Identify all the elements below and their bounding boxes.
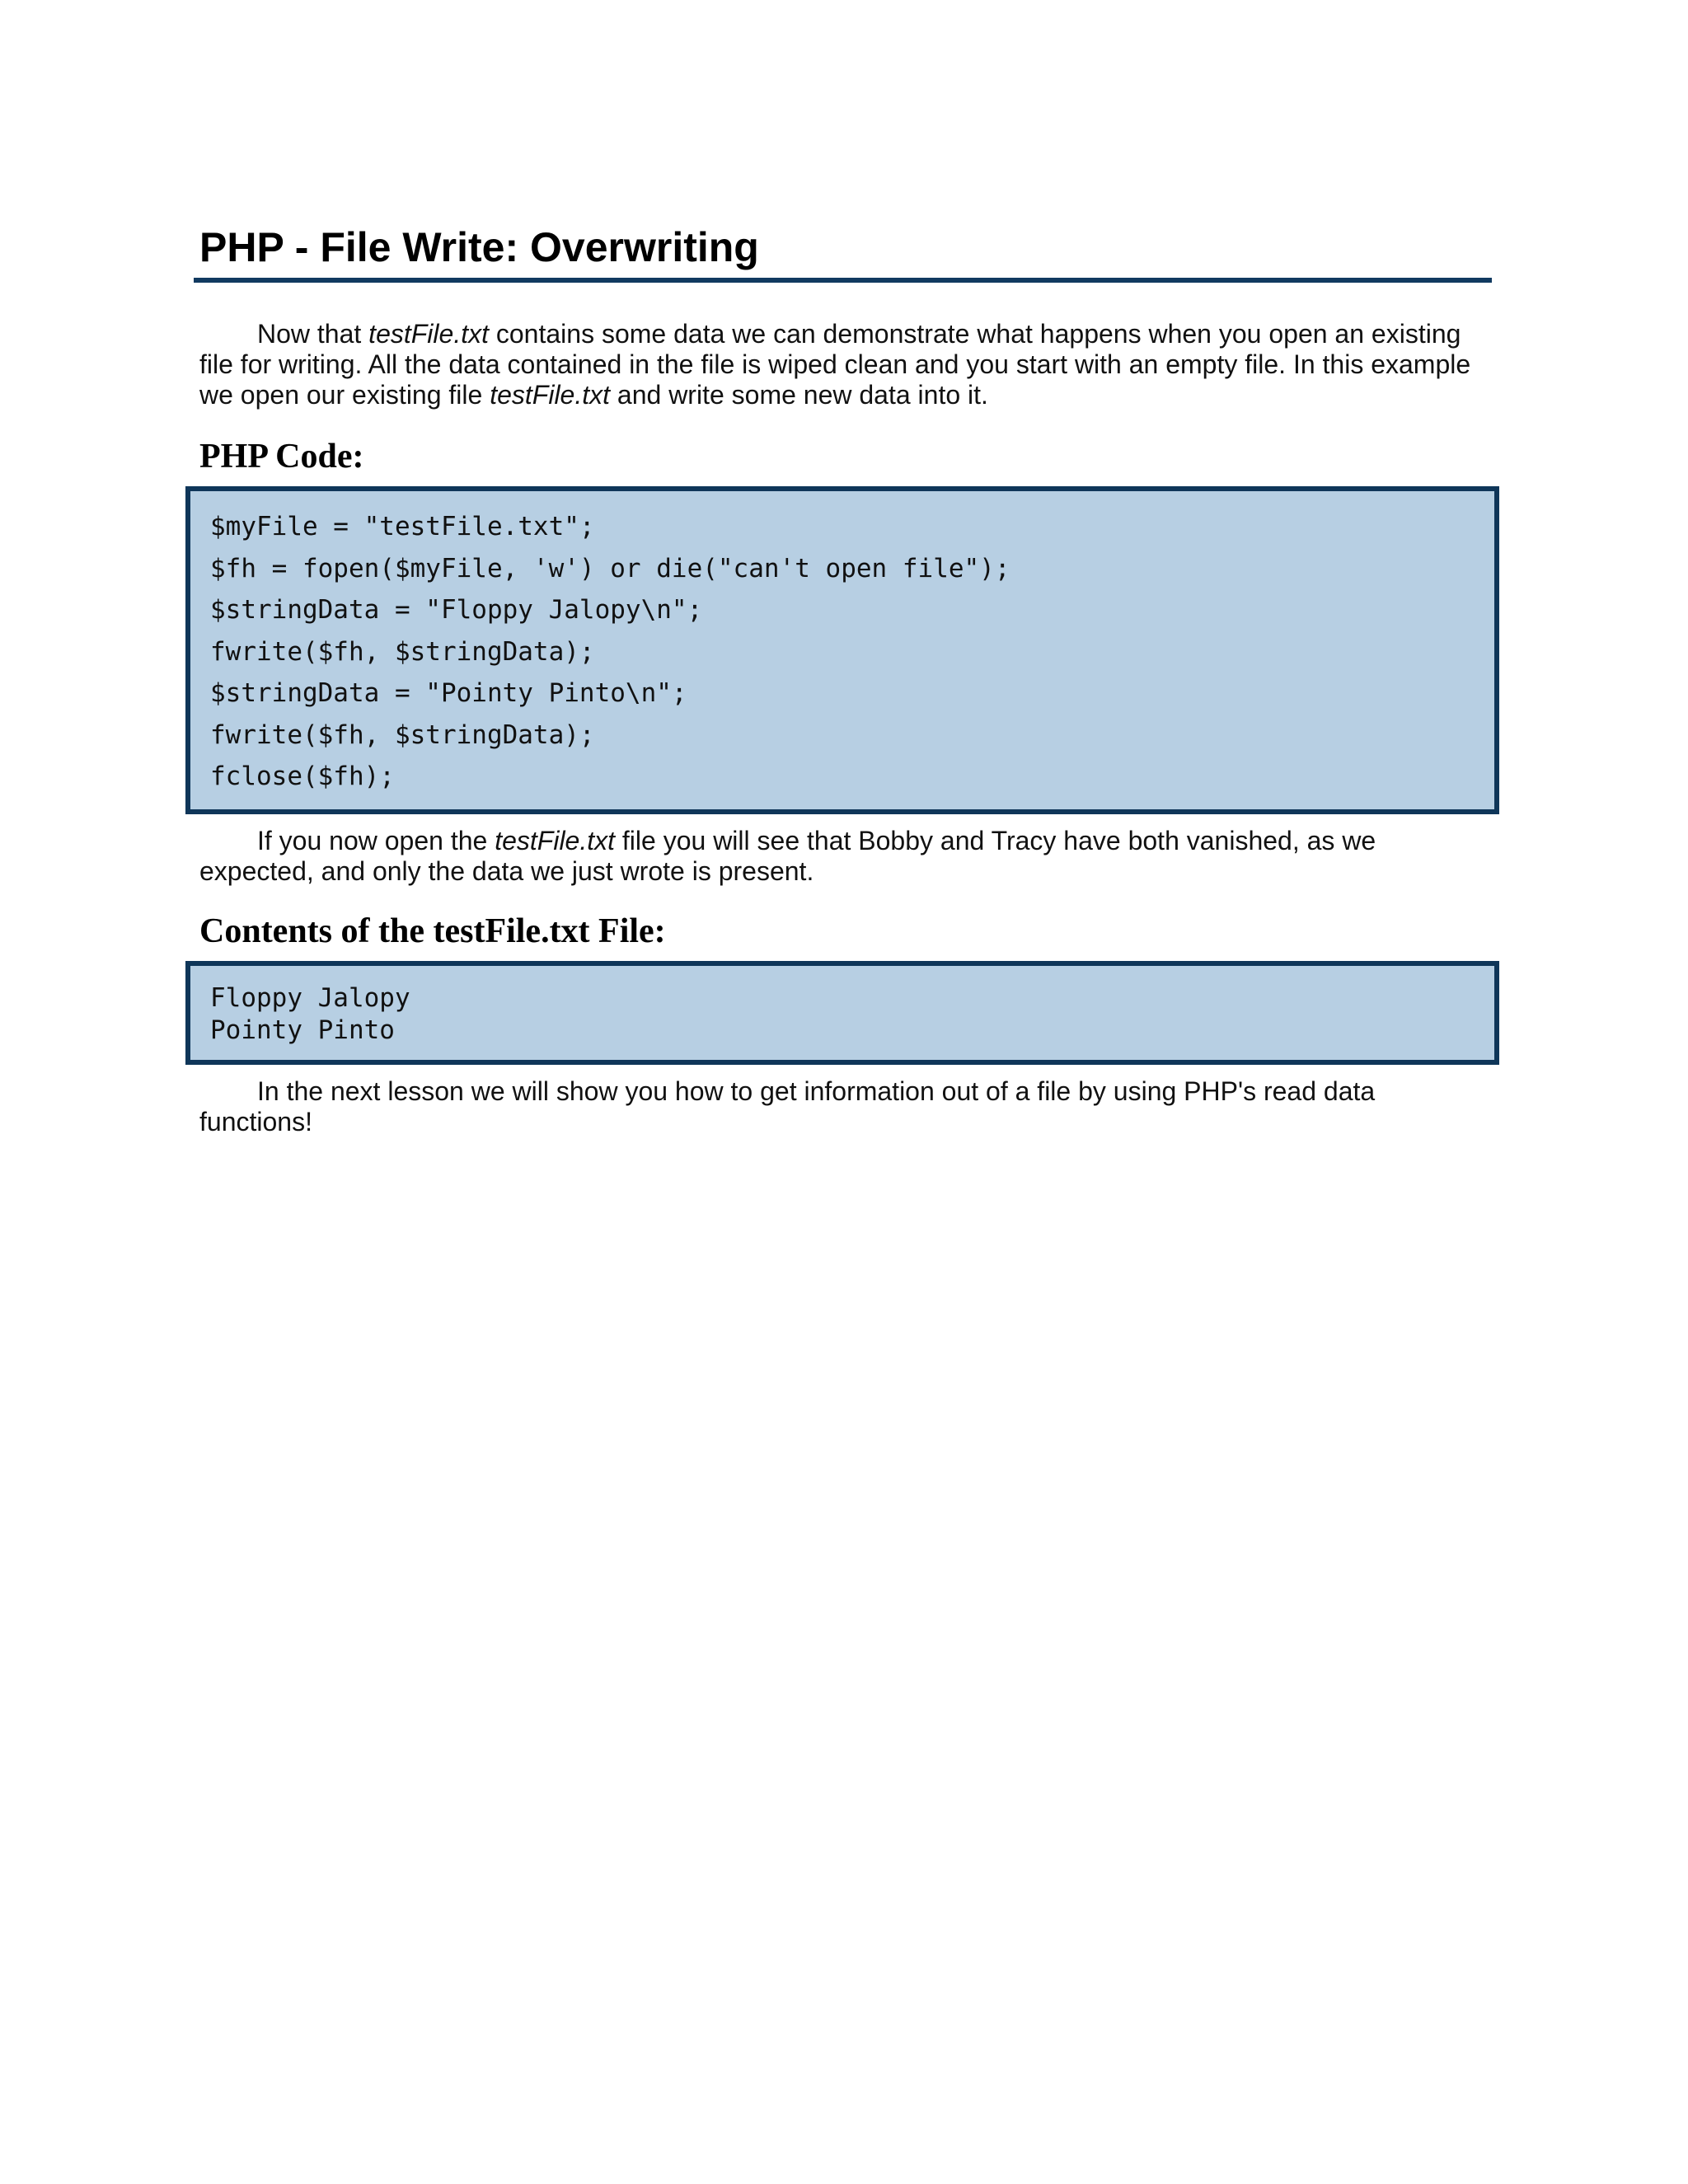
- intro-paragraph: [194, 319, 1496, 410]
- code-line: fwrite($fh, $stringData);: [210, 636, 595, 667]
- intro-filename-2: testFile.txt: [490, 380, 611, 410]
- intro-text-1: Now that: [257, 319, 369, 349]
- code-line: fclose($fh);: [210, 762, 395, 791]
- code-line: fwrite($fh, $stringData);: [210, 719, 595, 750]
- contents-line: Floppy Jalopy: [210, 982, 410, 1013]
- middle-paragraph: [194, 826, 1496, 887]
- intro-text-3: and write some new data into it.: [610, 380, 988, 410]
- intro-filename-1: testFile.txt: [368, 319, 489, 349]
- file-contents-heading: Contents of the testFile.txt File:: [199, 912, 666, 950]
- closing-paragraph: [194, 1076, 1496, 1137]
- code-line: $fh = fopen($myFile, 'w') or die("can't open file");: [210, 553, 1010, 583]
- middle-text-2: file you will see that Bobby and Tracy have both vanished, as we expected, and only the data we just wrote is present.: [199, 825, 1376, 886]
- page-title: PHP - File Write: Overwriting: [199, 224, 759, 270]
- php-code-block: [185, 486, 1499, 814]
- middle-text-1: If you now open the: [257, 825, 495, 855]
- intro-text-2: contains some data we can demonstrate what happens when you open an existing file for writing. All the data contained in the file is wiped clean and you start with an empty file. In this example we open our existing file: [199, 319, 1471, 410]
- title-divider: [194, 278, 1492, 283]
- code-line: $myFile = "testFile.txt";: [210, 512, 595, 541]
- middle-filename: testFile.txt: [495, 825, 616, 855]
- closing-text: In the next lesson we will show you how to get information out of a file by using PHP's read data functions!: [199, 1076, 1376, 1137]
- contents-line: Pointy Pinto: [210, 1015, 395, 1045]
- document-page: [194, 223, 1496, 1137]
- file-contents-block: [185, 961, 1499, 1065]
- code-line: $stringData = "Pointy Pinto\n";: [210, 678, 687, 708]
- php-code-heading: PHP Code:: [199, 438, 364, 476]
- code-line: $stringData = "Floppy Jalopy\n";: [210, 595, 703, 625]
